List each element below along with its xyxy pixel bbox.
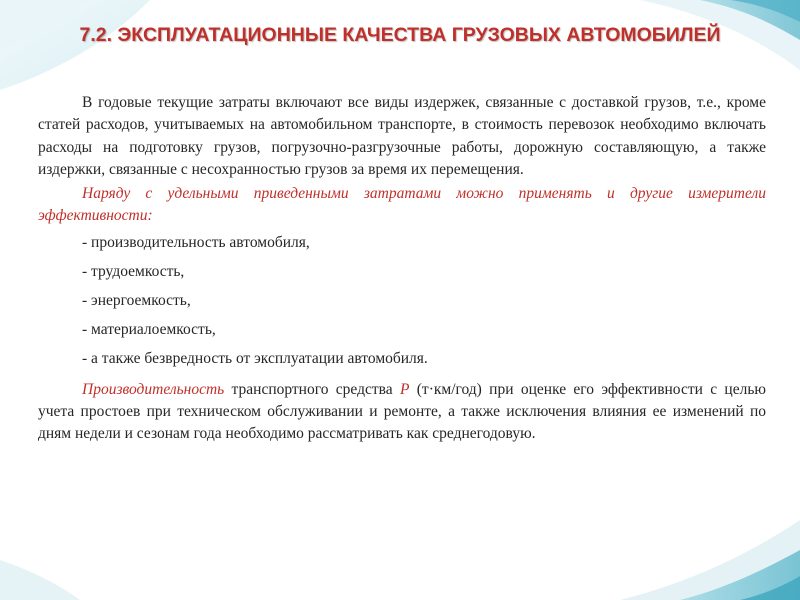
bottom-left-shape: [0, 560, 80, 600]
title-number: 7.2.: [79, 24, 112, 46]
productivity-text-b: (т·км/год) при оценке его эффективности с целью учета простоев при техническом обслуживании и ремонте, а также исключения влияния ее изменений по дням недели и сезонам года необходимо рассматривать как среднегодовую.: [38, 380, 766, 443]
paragraph-other-measures: Наряду с удельными приведенными затратами можно применять и другие измерители эффективности:: [38, 185, 766, 225]
list-item: - трудоемкость,: [82, 262, 185, 280]
paragraph-costs: В годовые текущие затраты включают все виды издержек, связанные с доставкой грузов, т.е., кроме статей расходов, учитываемых на автомобильном транспорте, в стоимость перевозок необходимо включать расходы на подготовку грузов, погрузочно-разгрузочные работы, дорожную составляющую, а также издержки, связанные с несохранностью грузов за время их перемещения.: [38, 94, 766, 178]
slide-title: [60, 22, 740, 48]
measures-list: [38, 228, 766, 373]
productivity-text-a: транспортного средства: [224, 380, 400, 398]
slide-body: [38, 92, 766, 446]
title-text: ЭКСПЛУАТАЦИОННЫЕ КАЧЕСТВА ГРУЗОВЫХ АВТОМОБИЛЕЙ: [117, 24, 721, 46]
list-item: - энергоемкость,: [82, 291, 191, 309]
paragraph-productivity: [38, 379, 766, 446]
list-item: - производительность автомобиля,: [82, 233, 310, 251]
productivity-symbol: Р: [399, 380, 410, 398]
productivity-term: Производительность: [82, 380, 225, 398]
list-item: - материалоемкость,: [82, 320, 216, 338]
list-item: - а также безвредность от эксплуатации автомобиля.: [82, 349, 428, 367]
